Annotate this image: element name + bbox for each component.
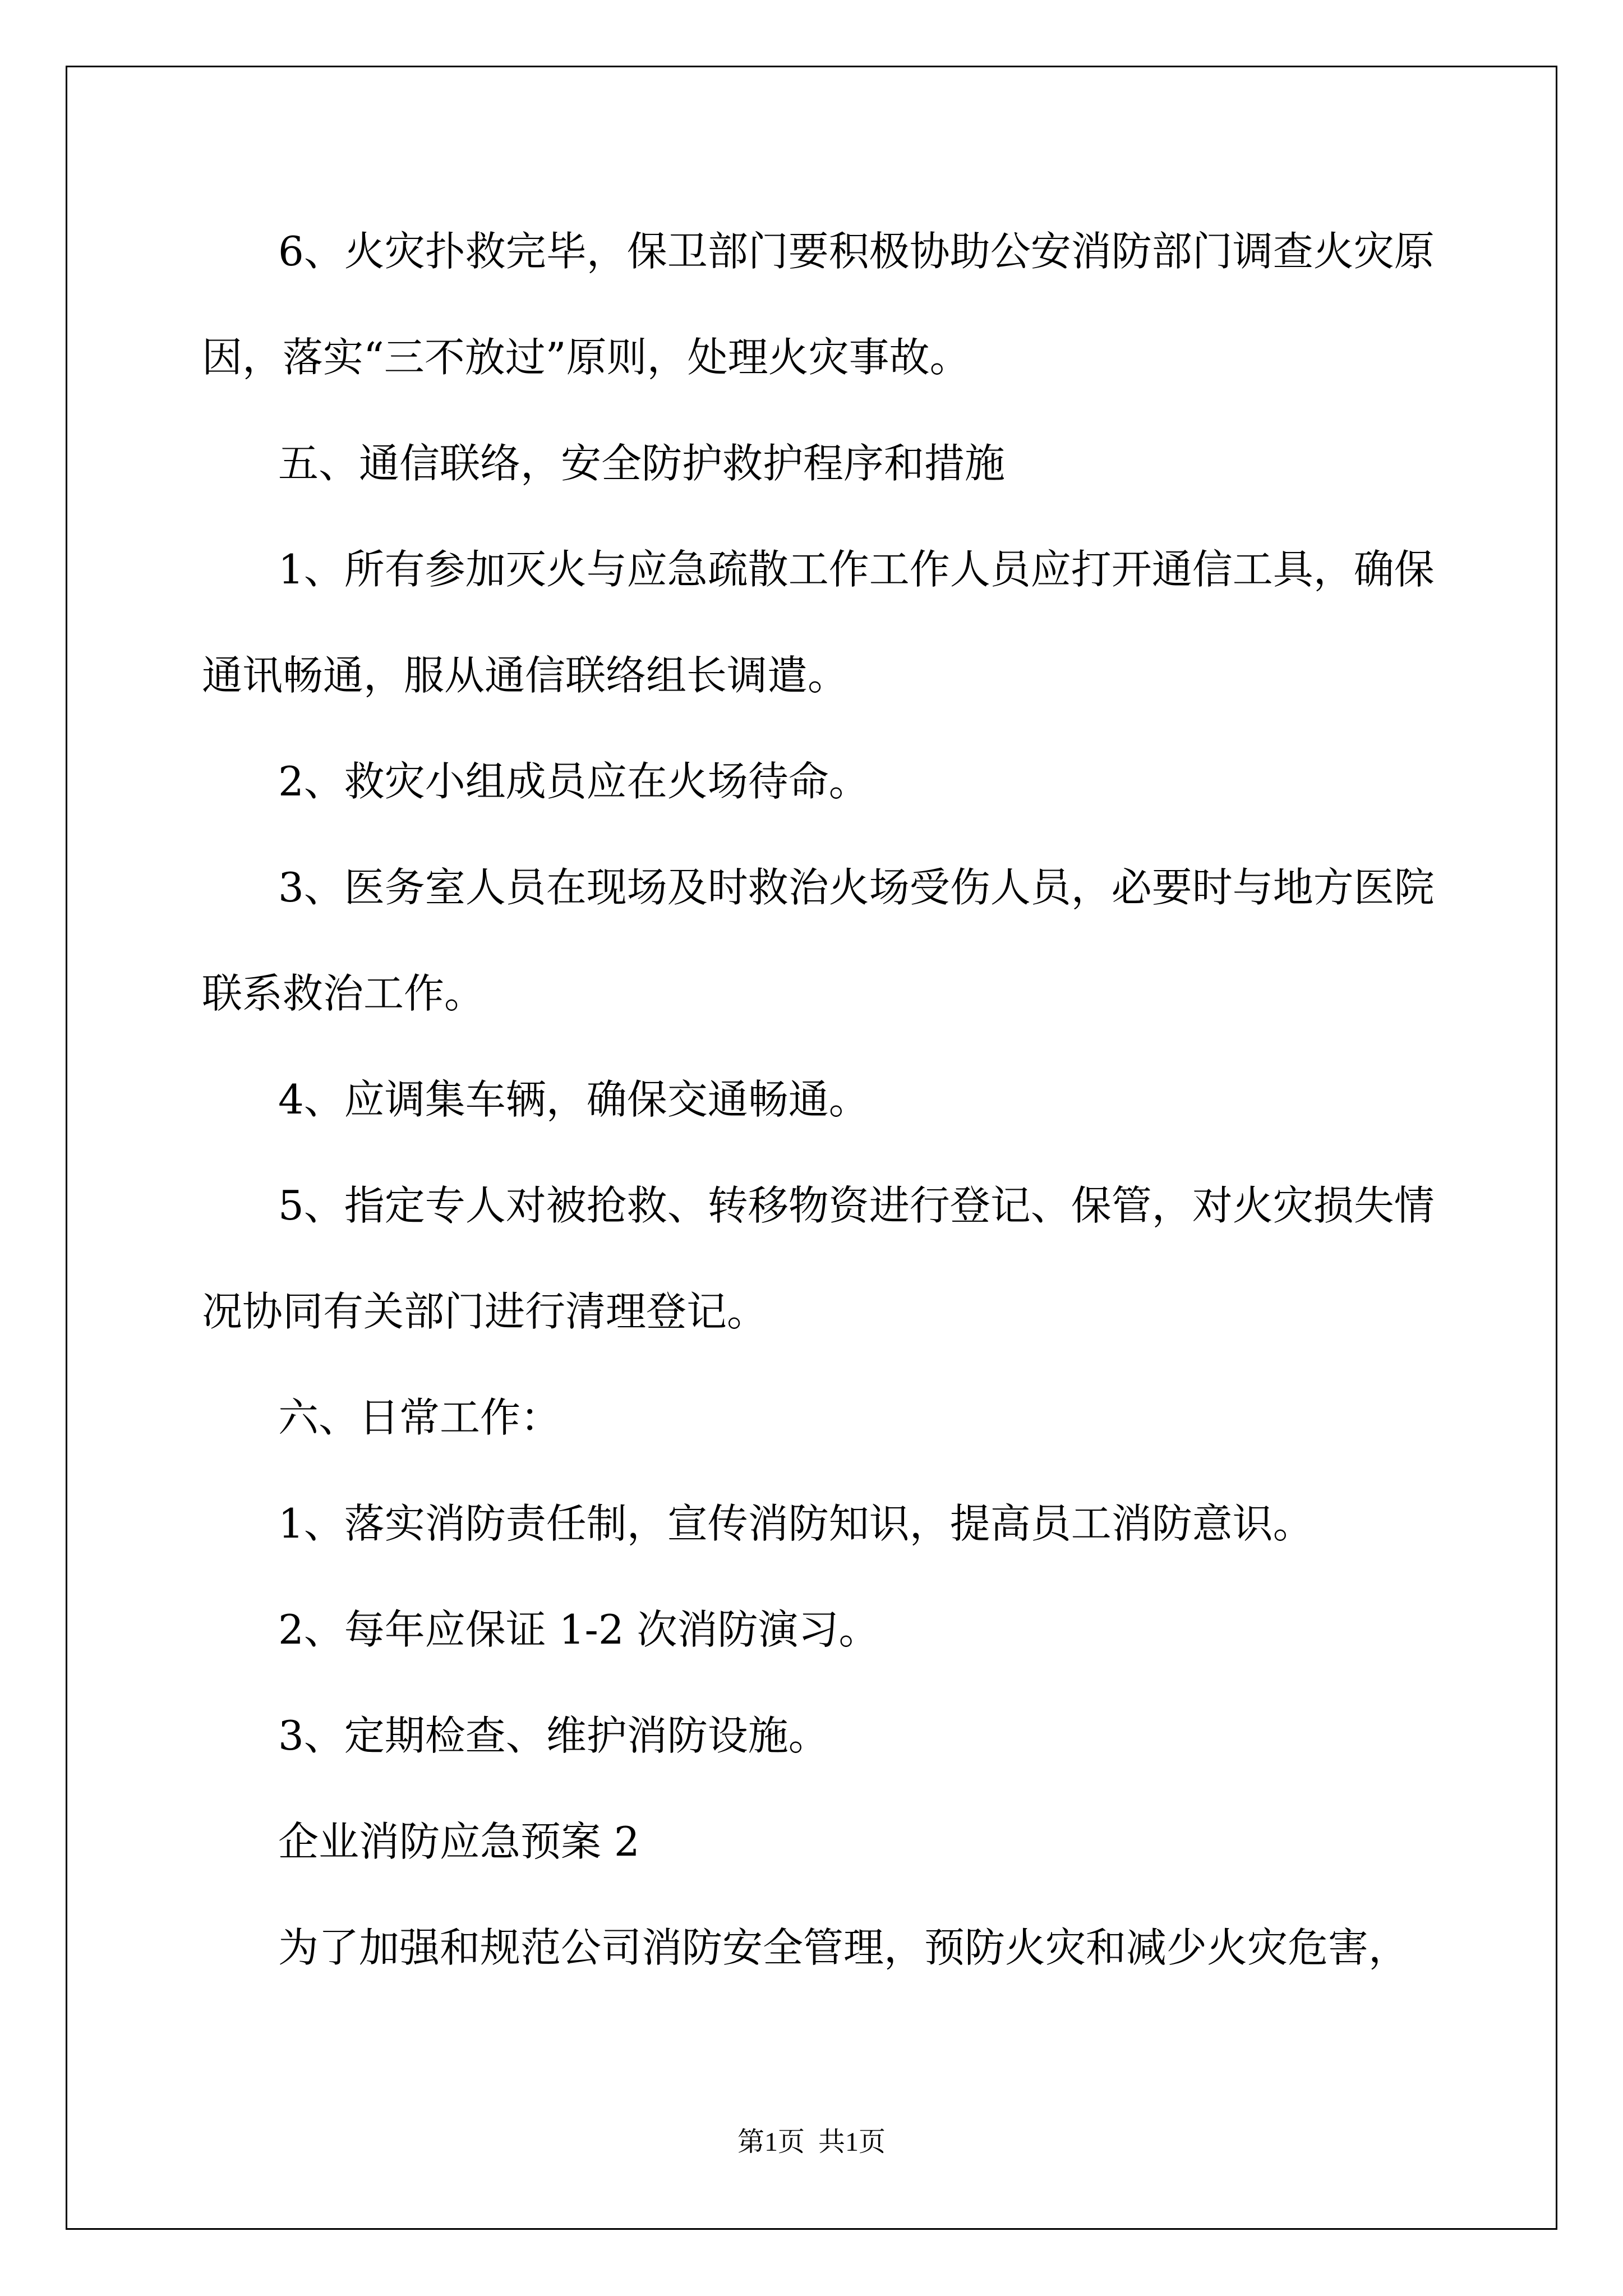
page-footer: 第1页 共1页 [737, 2127, 886, 2157]
paragraph-line: 2、救灾小组成员应在火场待命。 [278, 758, 869, 805]
paragraph-line: 企业消防应急预案 2 [278, 1818, 640, 1865]
paragraph-line: 3、医务室人员在现场及时救治火场受伤人员，必要时与地方医院 [278, 864, 1435, 911]
paragraph [202, 835, 1509, 1047]
paragraph [202, 199, 1509, 411]
paragraph-line: 五、通信联络，安全防护救护程序和措施 [278, 440, 1006, 487]
section-heading [202, 1365, 1509, 1471]
paragraph-line: 1、落实消防责任制，宣传消防知识，提高员工消防意识。 [278, 1500, 1313, 1547]
paragraph-line: 5、指定专人对被抢救、转移物资进行登记、保管，对火灾损失情 [278, 1182, 1435, 1229]
paragraph-line: 1、所有参加灭火与应急疏散工作工作人员应打开通信工具，确保 [278, 546, 1435, 593]
paragraph-line: 为了加强和规范公司消防安全管理，预防火灾和减少火灾危害， [278, 1924, 1409, 1971]
paragraph-line: 2、每年应保证 1-2 次消防演习。 [278, 1606, 879, 1653]
paragraph [202, 1471, 1509, 1577]
paragraph-line: 通讯畅通，服从通信联络组长调遣。 [202, 652, 849, 699]
paragraph-line: 况协同有关部门进行清理登记。 [202, 1288, 768, 1335]
document-body [202, 199, 1509, 2001]
paragraph-line: 因，落实“三不放过”原则，处理火灾事故。 [202, 334, 970, 381]
paragraph [202, 1577, 1509, 1683]
document-title [202, 1789, 1509, 1895]
paragraph-line: 6、火灾扑救完毕，保卫部门要积极协助公安消防部门调查火灾原 [278, 228, 1435, 275]
paragraph [202, 1683, 1509, 1789]
paragraph-line: 3、定期检查、维护消防设施。 [278, 1712, 829, 1759]
paragraph-line: 联系救治工作。 [202, 970, 485, 1017]
paragraph [202, 517, 1509, 729]
paragraph [202, 1047, 1509, 1153]
paragraph [202, 1895, 1509, 2001]
paragraph [202, 729, 1509, 835]
paragraph-line: 六、日常工作： [278, 1394, 561, 1441]
paragraph-line: 4、应调集车辆，确保交通畅通。 [278, 1076, 869, 1123]
paragraph [202, 1153, 1509, 1365]
section-heading [202, 411, 1509, 517]
